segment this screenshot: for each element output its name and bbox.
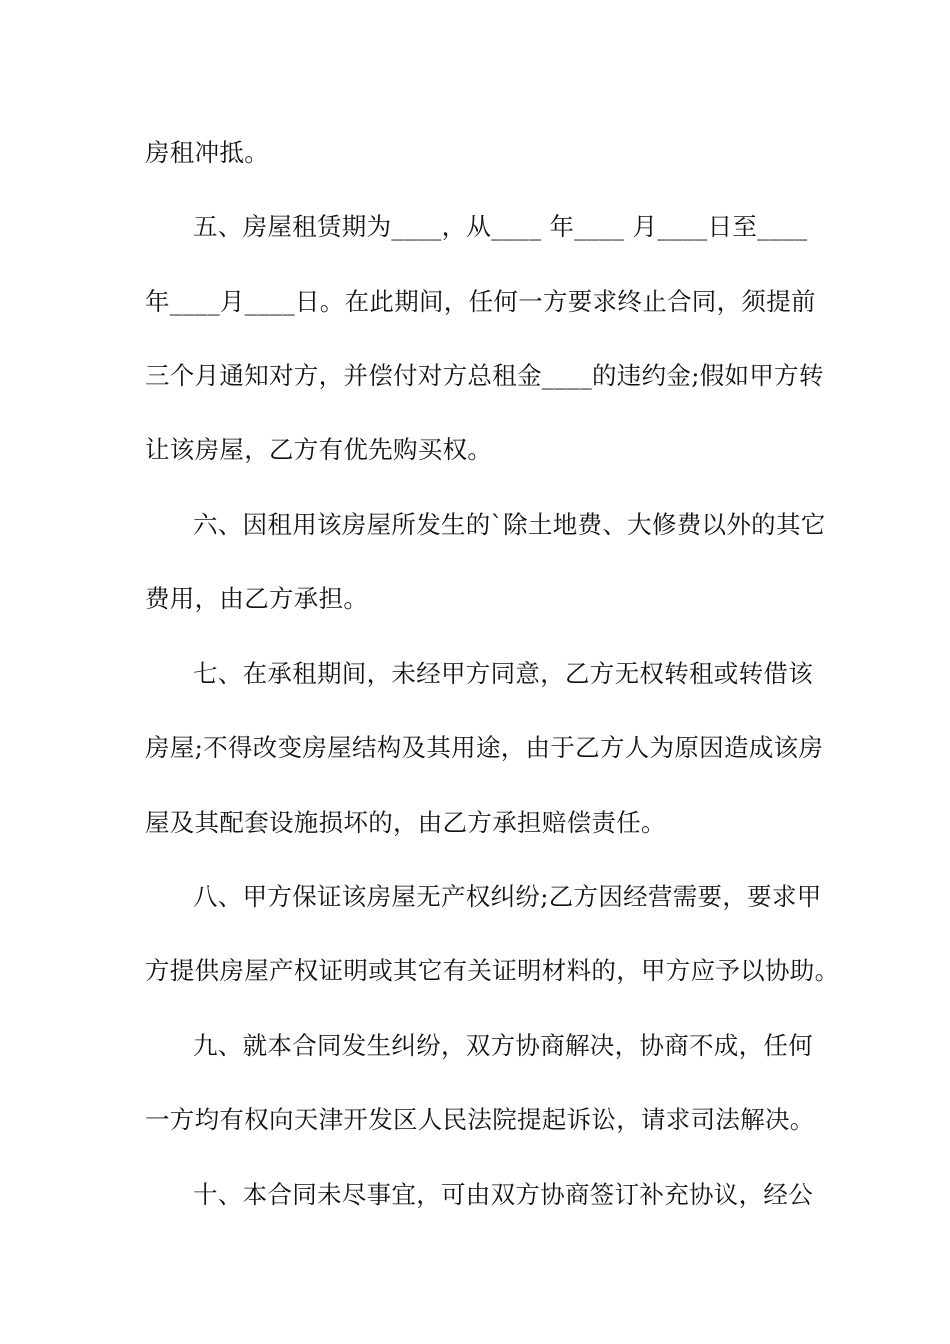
text-line: 屋及其配套设施损坏的，由乙方承担赔偿责任。: [145, 808, 666, 837]
text-line: 年____月____日。在此期间，任何一方要求终止合同，须提前: [145, 287, 816, 316]
clause-7-line: 七、在承租期间，未经甲方同意，乙方无权转租或转借该: [193, 659, 813, 688]
text-line: 费用，由乙方承担。: [145, 584, 369, 613]
text-line: 方提供房屋产权证明或其它有关证明材料的，甲方应予以协助。: [145, 956, 840, 985]
clause-9-line: 九、就本合同发生纠纷，双方协商解决，协商不成，任何: [193, 1031, 813, 1060]
clause-10-line: 十、本合同未尽事宜，可由双方协商签订补充协议，经公: [193, 1180, 813, 1209]
text-line: 房屋;不得改变房屋结构及其用途，由于乙方人为原因造成该房: [145, 733, 824, 762]
clause-5-line: 五、房屋租赁期为____，从____ 年____ 月____日至____: [193, 212, 808, 241]
text-line: 三个月通知对方，并偿付对方总租金____的违约金;假如甲方转: [145, 361, 824, 390]
clause-8-line: 八、甲方保证该房屋无产权纠纷;乙方因经营需要，要求甲: [193, 882, 822, 911]
text-line: 房租冲抵。: [145, 138, 269, 167]
text-line: 让该房屋，乙方有优先购买权。: [145, 435, 493, 464]
clause-6-line: 六、因租用该房屋所发生的`除土地费、大修费以外的其它: [193, 510, 826, 539]
text-line: 一方均有权向天津开发区人民法院提起诉讼，请求司法解决。: [145, 1105, 815, 1134]
